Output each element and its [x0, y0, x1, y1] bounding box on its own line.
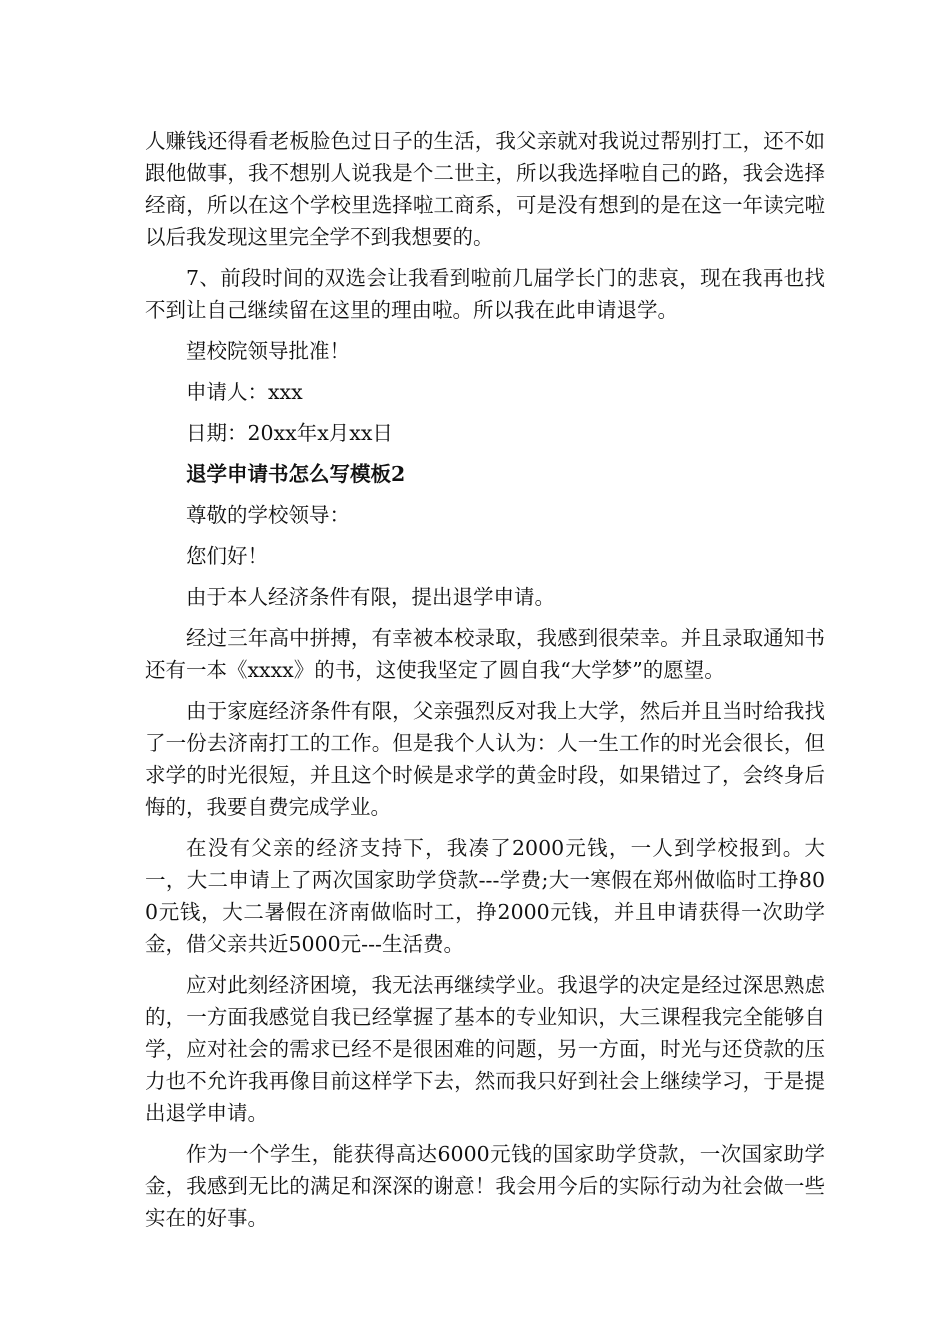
section-heading: 退学申请书怎么写模板2	[186, 462, 406, 486]
paragraph-item-7: 7、前段时间的双选会让我看到啦前几届学长门的悲哀，现在我再也找不到让自己继续留在这里的理由啦。所以我在此申请退学。	[145, 266, 825, 322]
paragraph-family-situation: 由于家庭经济条件有限，父亲强烈反对我上大学，然后并且当时给我找了一份去济南打工的工作。但是我个人认为：人一生工作的时光会很长，但求学的时光很短，并且这个时候是求学的黄金时段，如果错过了，会终身后悔的，我要自费完成学业。	[145, 699, 825, 819]
paragraph-admission: 经过三年高中拼搏，有幸被本校录取，我感到很荣幸。并且录取通知书还有一本《xxxx》的书，这使我坚定了圆自我“大学梦”的愿望。	[145, 626, 825, 682]
paragraph-request-approval: 望校院领导批准！	[186, 339, 350, 363]
paragraph-decision: 应对此刻经济困境，我无法再继续学业。我退学的决定是经过深思熟虑的，一方面我感觉自我已经掌握了基本的专业知识，大三课程我完全能够自学，应对社会的需求已经不是很困难的问题，另一方面，时光与还贷款的压力也不允许我再像目前这样学下去，然而我只好到社会上继续学习，于是提出退学申请。	[145, 973, 825, 1125]
paragraph-continuation: 人赚钱还得看老板脸色过日子的生活，我父亲就对我说过帮别打工，还不如跟他做事，我不想别人说我是个二世主，所以我选择啦自己的路，我会选择经商，所以在这个学校里选择啦工商系，可是没有想到的是在这一年读完啦以后我发现这里完全学不到我想要的。	[145, 129, 825, 249]
salutation: 尊敬的学校领导：	[186, 503, 350, 527]
document-page	[145, 125, 825, 1243]
applicant-line: 申请人：xxx	[186, 380, 303, 404]
date-line: 日期：20xx年x月xx日	[186, 421, 393, 445]
paragraph-financial-history: 在没有父亲的经济支持下，我凑了2000元钱，一人到学校报到。大一，大二申请上了两次国家助学贷款---学费;大一寒假在郑州做临时工挣800元钱，大二暑假在济南做临时工，挣2000元钱，并且申请获得一次助学金，借父亲共近5000元---生活费。	[145, 836, 825, 956]
paragraph-reason-intro: 由于本人经济条件有限，提出退学申请。	[186, 585, 555, 609]
paragraph-gratitude: 作为一个学生，能获得高达6000元钱的国家助学贷款，一次国家助学金，我感到无比的满足和深深的谢意！我会用今后的实际行动为社会做一些实在的好事。	[145, 1142, 825, 1230]
greeting: 您们好！	[186, 544, 268, 568]
